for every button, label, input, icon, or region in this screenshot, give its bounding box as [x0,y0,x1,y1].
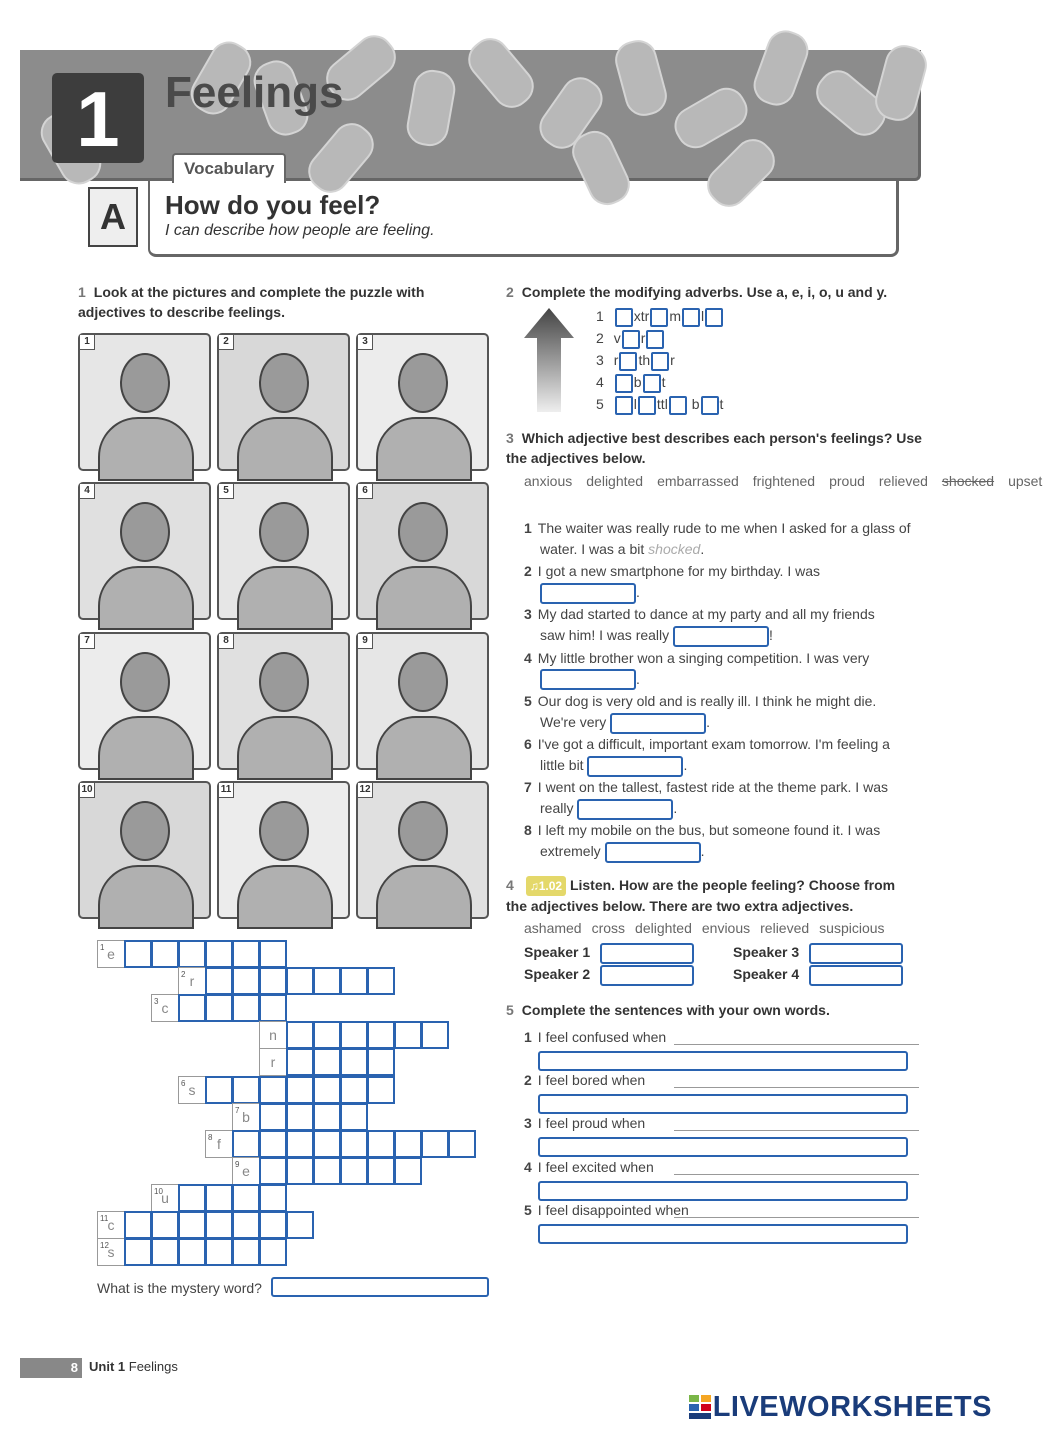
picture-number: 2 [219,335,234,350]
picture-number: 12 [358,783,373,798]
crossword-cell[interactable] [259,1103,287,1131]
item-line-2 [524,798,924,820]
crossword-cell[interactable] [286,1130,314,1158]
q3-item-2 [524,561,924,604]
crossword-cell[interactable] [394,1021,422,1049]
speaker-answer-input[interactable] [600,965,694,986]
word-cross: cross [591,920,626,936]
letter-box[interactable] [638,396,656,415]
item-text: Our dog is very old and is really ill. I think he might die. [537,692,877,709]
crossword-given-letter: 10 u [151,1184,179,1212]
item-text: I went on the tallest, fastest ride at the theme park. I was [537,779,888,796]
word-relieved: relieved [878,473,928,489]
crossword-cell[interactable] [259,1076,287,1104]
speaker-label: Speaker 3 [733,944,800,961]
crossword-given-letter: r [259,1048,287,1076]
underline [674,1087,919,1088]
item-prompt: I feel disappointed when [537,1201,689,1218]
item-text: I've got a difficult, important exam tomorrow. I'm feeling a [537,736,890,752]
person-body [98,566,194,630]
crossword-cell[interactable] [286,967,314,995]
crossword-given-letter: 7 b [232,1103,260,1131]
picture-7 [78,632,211,770]
item-number: 7 [524,779,532,796]
crossword-given-letter: 6 s [178,1076,206,1104]
crossword-cell[interactable] [313,1048,341,1076]
crossword-given-letter: n [259,1021,287,1049]
item-line-2 [524,582,924,604]
letter-text: r [613,352,619,368]
crossword-cell[interactable] [151,940,179,968]
crossword-cell[interactable] [367,1157,395,1185]
item-number: 2 [524,1072,532,1089]
person-body [376,865,472,929]
person-head [259,801,309,861]
crossword-cell[interactable] [232,994,260,1022]
sentence-input[interactable] [538,1094,908,1114]
item-number: 6 [524,736,532,752]
word-shocked: shocked [941,473,995,489]
item-punct: . [636,584,640,601]
crossword-cell[interactable] [340,1076,368,1104]
item-punct: . [706,713,710,730]
q3-item-6 [524,734,924,777]
speaker-label: Speaker 2 [524,966,591,983]
q2-heading: 2 Complete the modifying adverbs. Use a, e, i, o, u and y. [506,284,888,300]
person-body [376,566,472,630]
item-number: 4 [524,649,532,666]
crossword-cell[interactable] [124,940,152,968]
crossword-cell[interactable] [394,1130,422,1158]
crossword-cell[interactable] [421,1130,449,1158]
crossword-given-letter: 3 c [151,994,179,1022]
worksheet-page [20,50,1043,1395]
item-prompt: I feel confused when [537,1029,667,1045]
q2-item-5 [596,394,723,415]
crossword-cell[interactable] [313,1103,341,1131]
q5-item-4 [524,1157,919,1201]
picture-6 [356,482,489,620]
item-line-2 [524,712,924,734]
letter-box[interactable] [622,330,640,349]
answer-input[interactable] [587,756,683,777]
speaker-label: Speaker 4 [733,966,800,983]
letter-text: th [638,352,651,368]
letter-text: l [633,396,637,412]
item-text-2: really [540,800,578,817]
crossword-cell[interactable] [259,994,287,1022]
q4-word-box [524,918,944,939]
example-answer: shocked [648,541,701,557]
crossword-cell[interactable] [232,967,260,995]
crossword-cell[interactable] [259,1211,287,1239]
crossword-given-letter: 1 e [97,940,125,968]
crossword-given-letter: 12 s [97,1238,125,1266]
item-line-2 [524,539,924,560]
person-body [98,417,194,481]
picture-number: 11 [219,783,234,798]
item-text-2: water. I was a bit [540,541,649,557]
q1-heading: 1 Look at the pictures and complete the puzzle with adjectives to describe feelings. [78,284,425,320]
item-punct: . [683,757,688,773]
item-text: I left my mobile on the bus, but someone found it. I was [537,822,881,839]
person-body [98,716,194,780]
word-ashamed: ashamed [524,920,582,936]
header-banner [20,50,921,181]
picture-number: 1 [80,335,95,350]
picture-10 [78,781,211,919]
speaker-2 [524,965,694,986]
word-delighted: delighted [586,473,644,489]
item-number: 8 [524,822,532,839]
crossword-cell[interactable] [205,994,233,1022]
person-head [120,801,170,861]
crossword-cell[interactable] [367,1076,395,1104]
section-tab: Vocabulary [172,153,286,183]
item-punct: . [673,800,678,817]
q3-word-box [524,471,1043,492]
picture-4 [78,482,211,620]
item-prompt: I feel proud when [537,1115,646,1132]
person-head [398,353,448,413]
letter-text: ttl [656,396,668,412]
answer-input[interactable] [540,583,636,604]
person-body [237,566,333,630]
letter-text: v [613,330,621,346]
crossword-cell[interactable] [205,1076,233,1104]
crossword-cell[interactable] [232,940,260,968]
letter-box[interactable] [682,308,700,327]
word-delighted: delighted [635,920,692,936]
word-proud: proud [829,473,865,489]
q5-item-3 [524,1113,919,1157]
item-number: 4 [596,374,604,390]
letter-box[interactable] [705,308,723,327]
letter-box[interactable] [651,352,669,371]
crossword-cell[interactable] [232,1238,260,1266]
crossword-cell[interactable] [286,1076,314,1104]
letter-text: xtr [633,308,650,324]
letter-box[interactable] [646,330,664,349]
person-body [376,716,472,780]
q5-heading: 5 Complete the sentences with your own words. [506,1002,830,1018]
crossword-cell[interactable] [313,1021,341,1049]
crossword-cell[interactable] [205,1184,233,1212]
crossword-cell[interactable] [259,940,287,968]
item-punct: . [636,670,640,687]
person-head [120,502,170,562]
picture-number: 10 [80,783,95,798]
picture-3 [356,333,489,471]
picture-5 [217,482,350,620]
crossword-cell[interactable] [151,1211,179,1239]
crossword-cell[interactable] [286,1211,314,1239]
q5-item-1 [524,1027,919,1071]
item-number: 2 [596,330,604,346]
item-punct: . [700,843,705,860]
speaker-3 [733,943,903,964]
letter-text: r [670,352,675,368]
word-envious: envious [701,920,751,936]
item-number: 1 [524,1029,532,1045]
crossword-cell[interactable] [286,1103,314,1131]
crossword-cell[interactable] [340,1103,368,1131]
answer-input[interactable] [673,626,769,647]
speaker-answer-input[interactable] [809,943,903,964]
answer-input[interactable] [605,842,701,863]
item-text: My dad started to dance at my party and all my friends [537,606,875,623]
crossword-cell[interactable] [259,1184,287,1212]
crossword-cell[interactable] [205,1211,233,1239]
crossword-cell[interactable] [340,1021,368,1049]
word-anxious: anxious [524,473,573,489]
crossword-cell[interactable] [124,1211,152,1239]
letter-text: l [701,308,705,324]
crossword-cell[interactable] [367,1130,395,1158]
underline [674,1130,919,1131]
crossword-cell[interactable] [259,967,287,995]
q2-item-4 [596,372,665,393]
crossword-cell[interactable] [205,1238,233,1266]
crossword-cell[interactable] [124,1238,152,1266]
item-line-2 [524,669,924,691]
lesson-letter: A [88,187,138,247]
letter-text: b [687,396,700,412]
lesson-title: How do you feel? [165,190,381,220]
q4-heading: 4 ♫1.02 Listen. How are the people feeling? Choose from the adjectives below. There are two extra adjectives. [506,877,896,914]
crossword-cell[interactable] [259,1157,287,1185]
crossword-cell[interactable] [286,1157,314,1185]
person-head [398,502,448,562]
picture-1 [78,333,211,471]
q3-heading: 3 Which adjective best describes each person's feelings? Use the adjectives below. [506,430,922,466]
letter-box[interactable] [615,396,633,415]
letter-text: m [669,308,682,324]
item-text-2: saw him! I was really [540,627,674,644]
item-prompt: I feel excited when [537,1158,654,1175]
letter-box[interactable] [669,396,687,415]
crossword-cell[interactable] [232,1184,260,1212]
q3-item-7 [524,777,924,820]
crossword-given-letter: 8 f [205,1130,233,1158]
answer-input[interactable] [540,669,636,690]
letter-text: b [633,374,642,390]
person-head [259,502,309,562]
item-text-2: We're very [540,713,611,730]
item-number: 2 [524,563,532,580]
item-number: 3 [596,352,604,368]
word-relieved: relieved [760,920,810,936]
picture-2 [217,333,350,471]
picture-number: 9 [358,634,373,649]
picture-number: 6 [358,484,373,499]
crossword-cell[interactable] [313,1157,341,1185]
person-body [237,865,333,929]
q3-item-3 [524,604,924,647]
picture-number: 8 [219,634,234,649]
picture-number: 4 [80,484,95,499]
letter-box[interactable] [619,352,637,371]
q2-item-2 [596,328,665,349]
letter-box[interactable] [615,374,633,393]
item-text: My little brother won a singing competition. I was very [537,649,870,666]
item-text-2: little bit [540,757,588,773]
speaker-answer-input[interactable] [600,943,694,964]
person-body [98,865,194,929]
item-text: The waiter was really rude to me when I asked for a glass of [537,520,911,536]
crossword-cell[interactable] [313,1130,341,1158]
item-prompt: I feel bored when [537,1072,646,1089]
crossword-cell[interactable] [340,1130,368,1158]
person-head [259,652,309,712]
item-number: 3 [524,1115,532,1132]
q3-item-4 [524,648,924,691]
sentence-input[interactable] [538,1181,908,1201]
person-body [237,417,333,481]
item-number: 5 [524,692,532,709]
answer-input[interactable] [577,799,673,820]
speaker-answer-input[interactable] [809,965,903,986]
crossword-cell[interactable] [367,1021,395,1049]
item-number: 1 [596,308,604,324]
crossword-given-letter: 9 e [232,1157,260,1185]
person-head [120,353,170,413]
crossword-cell[interactable] [178,994,206,1022]
picture-9 [356,632,489,770]
crossword-cell[interactable] [151,1238,179,1266]
crossword-cell[interactable] [286,1021,314,1049]
audio-badge[interactable]: ♫1.02 [526,876,566,896]
speaker-1 [524,943,694,964]
q5-item-5 [524,1200,919,1244]
word-upset: upset [1008,473,1043,489]
crossword-cell[interactable] [448,1130,476,1158]
crossword-cell[interactable] [178,1211,206,1239]
crossword-cell[interactable] [286,1048,314,1076]
item-punct: ! [769,627,773,644]
answer-input[interactable] [610,713,706,734]
crossword-given-letter: 11 c [97,1211,125,1239]
item-number: 3 [524,606,532,623]
mystery-word-input[interactable] [271,1277,489,1297]
sentence-input[interactable] [538,1224,908,1244]
q3-item-5 [524,691,924,734]
word-embarrassed: embarrassed [657,473,739,489]
picture-number: 5 [219,484,234,499]
word-suspicious: suspicious [819,920,885,936]
crossword-cell[interactable] [205,967,233,995]
liveworksheets-logo: LIVEWORKSHEETS [689,1391,992,1424]
crossword-cell[interactable] [340,1048,368,1076]
crossword-cell[interactable] [340,967,368,995]
picture-number: 7 [80,634,95,649]
crossword-cell[interactable] [340,1157,368,1185]
item-punct: . [700,541,705,557]
item-number: 1 [524,520,532,536]
letter-text: r [640,330,646,346]
unit-title: Feelings [165,68,344,117]
crossword-cell[interactable] [259,1130,287,1158]
q3-item-1 [524,518,924,560]
item-line-2 [524,841,924,863]
item-line-2 [524,625,924,647]
crossword-cell[interactable] [367,1048,395,1076]
crossword-cell[interactable] [178,1238,206,1266]
picture-number: 3 [358,335,373,350]
lesson-subtitle: I can describe how people are feeling. [165,222,435,239]
picture-12 [356,781,489,919]
person-body [237,716,333,780]
item-number: 4 [524,1158,532,1175]
crossword-cell[interactable] [394,1157,422,1185]
picture-8 [217,632,350,770]
item-number: 5 [596,396,604,412]
q2-item-1 [596,306,724,327]
person-head [120,652,170,712]
crossword-cell[interactable] [205,940,233,968]
item-text: I got a new smartphone for my birthday. I was [537,563,820,580]
letter-text: t [719,396,724,412]
underline [674,1217,919,1218]
crossword-cell[interactable] [421,1021,449,1049]
arrow-up-icon [524,308,574,412]
crossword-cell[interactable] [232,1211,260,1239]
sentence-input[interactable] [538,1137,908,1157]
word-frightened: frightened [752,473,816,489]
person-head [398,801,448,861]
speaker-4 [733,965,903,986]
q5-item-2 [524,1070,919,1114]
letter-box[interactable] [643,374,661,393]
letter-box[interactable] [701,396,719,415]
unit-number: 1 [52,73,144,163]
crossword-given-letter: 2 r [178,967,206,995]
letter-text: t [661,374,666,390]
item-number: 5 [524,1201,532,1218]
underline [674,1174,919,1175]
crossword-cell[interactable] [259,1238,287,1266]
picture-11 [217,781,350,919]
item-line-2 [524,755,924,777]
crossword-cell[interactable] [367,967,395,995]
q2-item-3 [596,350,675,371]
crossword-cell[interactable] [178,1184,206,1212]
footer-label: Unit 1 Feelings [89,1359,178,1374]
person-body [376,417,472,481]
underline [674,1044,919,1045]
person-head [259,353,309,413]
item-text-2: extremely [540,843,605,860]
page-number: 8 [20,1358,82,1378]
speaker-label: Speaker 1 [524,944,591,961]
sentence-input[interactable] [538,1051,908,1071]
mystery-word-label: What is the mystery word? [97,1280,262,1296]
logo-icon [689,1395,711,1419]
letter-box[interactable] [650,308,668,327]
q3-item-8 [524,820,924,863]
letter-box[interactable] [615,308,633,327]
person-head [398,652,448,712]
crossword-cell[interactable] [313,967,341,995]
crossword-cell[interactable] [313,1076,341,1104]
